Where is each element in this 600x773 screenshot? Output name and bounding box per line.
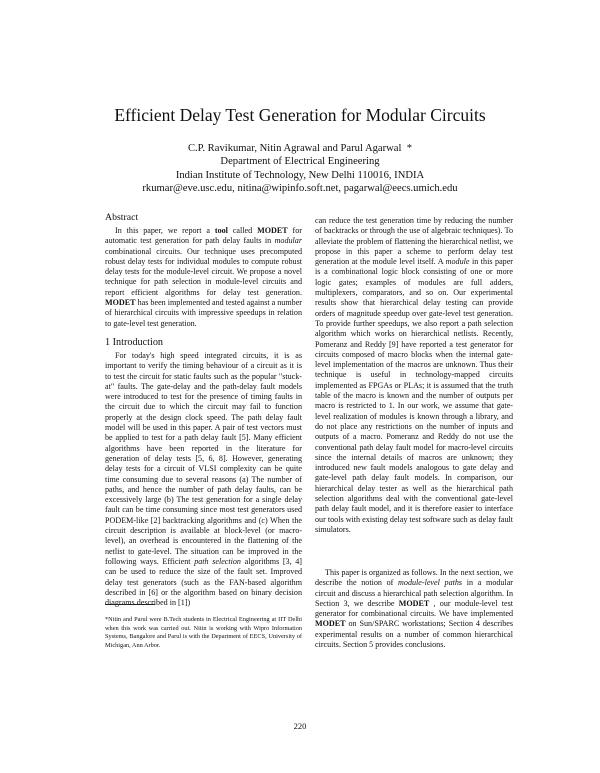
page-number: 220: [293, 721, 307, 731]
footnote: *Nitin and Parul were B.Tech students in Electrical Engineering at IIT Delhi when this work was carried out. Nitin is working with Wipro Information Systems, Bangalore and Parul is with the Department of EECS, University of Michigan, Ann Arbor.: [105, 616, 302, 649]
author-block: [0, 142, 600, 196]
paper-title: Efficient Delay Test Generation for Modular Circuits: [114, 105, 486, 125]
author-institute: Indian Institute of Technology, New Delhi 110016, INDIA: [175, 169, 425, 181]
right-column-bottom: [315, 568, 513, 650]
abstract-paragraph: In this paper, we report a tool called MODET for automatic test generation for path delay faults in modular combinational circuits. Our technique uses precomputed robust delay tests for individual modules to compute robust delay tests for the module-level circuit. We propose a novel technique for path selection in module-level circuits and report efficient algorithms for delay test generation. MODET has been implemented and tested against a number of hierarchical circuits with impressive speedups in relation to gate-level test generation.: [105, 226, 302, 328]
author-department: Department of Electrical Engineering: [220, 156, 380, 168]
left-column: [105, 212, 302, 608]
author-emails: rkumar@eve.usc.edu, nitina@wipinfo.soft.net, pagarwal@eecs.umich.edu: [142, 183, 458, 195]
right-column-top: [315, 216, 513, 535]
abstract-heading: Abstract: [105, 212, 139, 223]
footnote-rule: [105, 604, 155, 605]
right-paragraph-1: can reduce the test generation time by reducing the number of backtracks or through the use of algebraic techniques). To alleviate the problem of flattening the hierarchical netlist, we propose in this paper a scheme to perform delay test generation at the module level itself. A module in this paper is a combinational logic block consisting of one or more logic gates; examples of modules are full adders, multiplexers, comparators, and so on. Our experimental results show that hierarchical delay testing can provide orders of magnitude speedup over gate-level test generation. To provide further speedups, we also report a path selection algorithm which works on hierarchical netlists. Recently, Pomeranz and Reddy [9] have reported a test generator for circuits composed of macro blocks when the internal gate-level implementation of the macros are unknown. Thus their technique is useful in technology-mapped circuits implemented as FPGAs or PLAs; it is assumed that the truth table of the macro is known and the number of outputs per macro is restricted to 1. In our work, we assume that gate-level realization of modules is known through a library, and do not place any restrictions on the number of inputs and outputs of a macro. Pomeranz and Reddy do not use the conventional path delay fault model for macro-level circuits since the internal details of macros are unknown; they introduced new fault models analogous to gate delay and gate-level path delay fault models. In comparison, our hierarchical delay tester as well as the hierarchical path selection algorithms deal with the conventional gate-level path delay fault model, and it is therefore easier to interface our tools with existing delay test software such as delay fault simulators.: [315, 216, 513, 534]
organization-paragraph: This paper is organized as follows. In the next section, we describe the notion of module-level paths in a modular circuit and discuss a hierarchical path selection algorithm. In Section 3, we describe MODET , our module-level test generator for combinational circuits. We have implemented MODET on Sun/SPARC workstations; Section 4 describes experimental results on a number of common hierarchical circuits. Section 5 provides conclusions.: [315, 568, 514, 650]
author-names: C.P. Ravikumar, Nitin Agrawal and Parul Agarwal *: [187, 143, 413, 154]
introduction-paragraph: For today's high speed integrated circuits, it is as important to verify the timing behaviour of a circuit as it is to test the circuit for static faults such as the popular "stuck-at" faults. The gate-delay and the path-delay fault models were introduced to test for the presence of timing faults in the circuit due to which the circuit may fail to function properly at the design clock speed. The path delay fault model will be used in this paper. A pair of test vectors must be applied to test for a path delay fault [5]. Many efficient algorithms have been reported in the literature for generation of delay tests [5, 6, 8]. However, generating delay tests for a circuit of VLSI complexity can be quite time consuming due to several reasons (a) The number of paths, and hence the number of path delay faults, can be excessively large (b) The test generation for a single delay fault can be time consuming since most test generators used PODEM-like [2] backtracking algorithms and (c) When the circuit description is available at block-level (or macro-level), an overhead is encountered in the flattening of the netlist to gate-level. The situation can be improved in the following ways. Efficient path selection algorithms [3, 4] can be used to reduce the size of the fault set. Improved delay test generators (such as the FAN-based algorithm described in [6] or the algorithm based on binary decision diagrams described in [1]): [105, 350, 302, 608]
introduction-heading: 1 Introduction: [105, 336, 164, 348]
footnote-marker: *: [406, 143, 413, 154]
